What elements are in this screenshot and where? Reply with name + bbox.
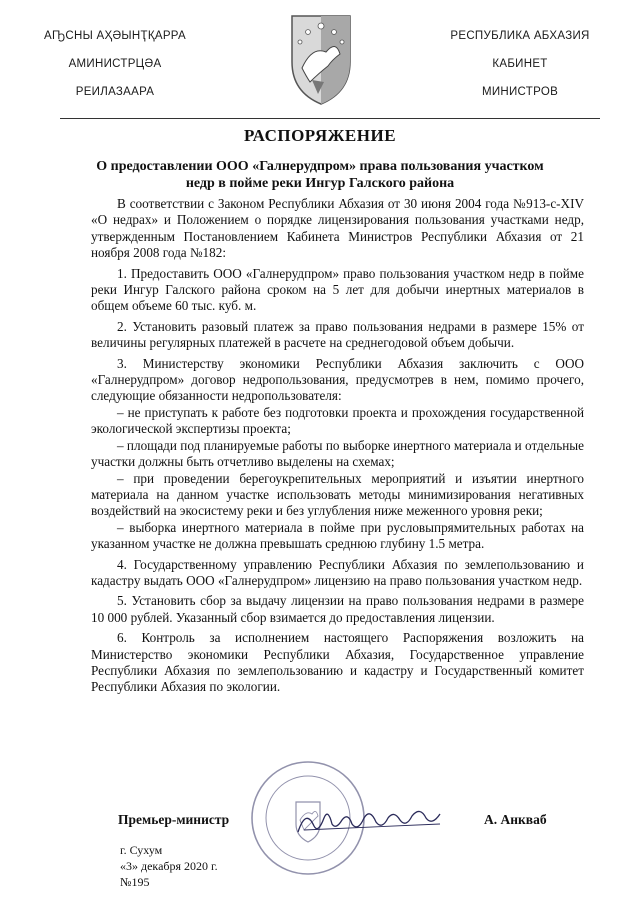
header-right: [430, 22, 610, 106]
header-right-line-2: КАБИНЕТ: [492, 58, 548, 70]
document-footer: [120, 842, 218, 890]
header-divider: [60, 118, 600, 119]
clause-5: 5. Установить сбор за выдачу лицензии на право пользования недрами в размере 10 000 рублей. Указанный сбор взимается до предоставления лицензии.: [91, 593, 584, 625]
state-emblem-icon: [288, 10, 354, 106]
header-right-line-1: РЕСПУБЛИКА АБХАЗИЯ: [450, 30, 590, 42]
signatory-position: Премьер-министр: [118, 812, 230, 827]
document-subtitle: О предоставлении ООО «Галнерудпром» права пользования участком недр в пойме реки Ингур Галского района: [96, 159, 544, 191]
document-date: «3» декабря 2020 г.: [120, 859, 218, 873]
place-of-issue: г. Сухум: [120, 843, 163, 857]
clause-2: 2. Установить разовый платеж за право пользования недрами в размере 15% от величины регулярных платежей в расчете на среднегодовой объем добычи.: [91, 318, 584, 351]
document-title: РАСПОРЯЖЕНИЕ: [243, 126, 397, 145]
header-left: [30, 22, 200, 106]
clause-6: 6. Контроль за исполнением настоящего Распоряжения возложить на Министерство экономики Республики Абхазия, Государственное управление Республики Абхазия по землепользованию и кадастру и Государственный комитет Республики Абхазия по экологии.: [91, 630, 584, 695]
handwritten-signature-icon: [294, 800, 444, 840]
header-left-line-2: АМИНИСТРЦӘА: [68, 58, 162, 70]
clause-1: 1. Предоставить ООО «Галнерудпром» право пользования участком недр в пойме реки Ингур Галского района сроком на 5 лет для добычи инертных материалов в общем объеме 60 тыс. куб. м.: [91, 265, 584, 314]
header-left-line-1: АҦСНЫ АҲӘЫНҬҚАРРА: [44, 30, 186, 42]
obligation-item: – при проведении берегоукрепительных мероприятий и изъятии инертного материала на данном участке использовать методы минимизирования негативных воздействий на экосистему реки и без углубления ниже меженного уровня реки;: [91, 470, 584, 519]
signatory-name: А. Анкваб: [484, 812, 547, 827]
obligation-item: – не приступать к работе без подготовки проекта и прохождения государственной экологической экспертизы проекта;: [91, 404, 584, 437]
obligation-item: – площади под планируемые работы по выборке инертного материала и отдельные участки должны быть отчетливо выделены на схемах;: [91, 437, 584, 470]
obligation-item: – выборка инертного материала в пойме при русловыпрямительных работах на указанном участке не должна превышать среднюю глубину 1.5 метра.: [91, 519, 584, 552]
document-number: №195: [120, 875, 150, 889]
clause-3: 3. Министерству экономики Республики Абхазия заключить с ООО «Галнерудпром» договор недропользования, предусмотрев в нем, помимо прочего, следующие обязанности недропользователя:: [91, 355, 584, 404]
header-right-line-3: МИНИСТРОВ: [481, 86, 559, 98]
clause-4: 4. Государственному управлению Республики Абхазия по землепользованию и кадастру выдать ООО «Галнерудпром» лицензию на право пользования участком недр.: [91, 556, 584, 588]
document-body: [91, 196, 584, 700]
header-left-line-3: РЕИЛАЗААРА: [75, 86, 155, 98]
preamble-paragraph: В соответствии с Законом Республики Абхазия от 30 июня 2004 года №913-с-XIV «О недрах» и Положением о порядке лицензирования пользования участками недр, утвержденным Постановлением Кабинета Министров Республики Абхазия от 21 ноября 2008 года №182:: [91, 196, 584, 261]
